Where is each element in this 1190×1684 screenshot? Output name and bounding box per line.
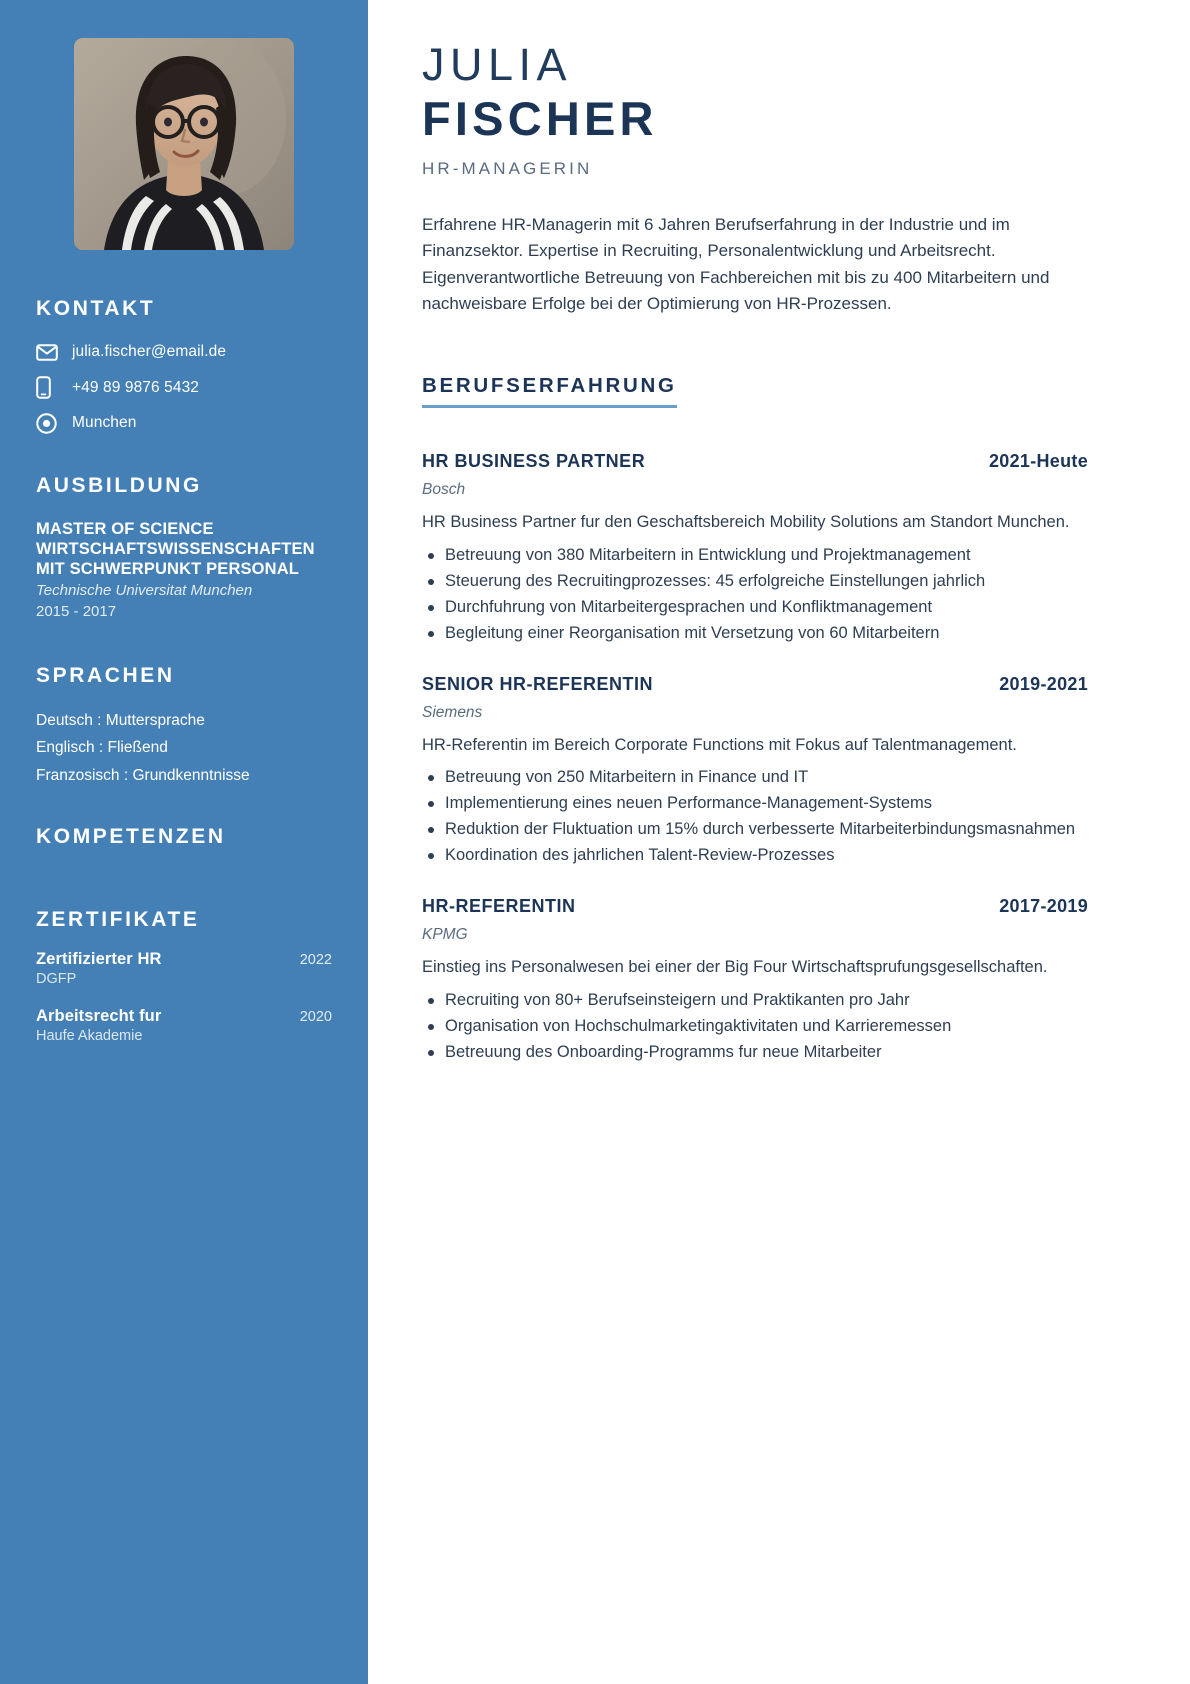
certificate-name: Zertifizierter HR — [36, 949, 162, 968]
experience-bullets — [422, 989, 1088, 1065]
contact-email-text: julia.fischer@email.de — [72, 343, 227, 360]
certificates-section-heading: ZERTIFIKATE — [36, 907, 200, 931]
language-item: Franzosisch : Grundkenntnisse — [36, 766, 250, 784]
experience-bullet: Organisation von Hochschulmarketingaktivitaten und Karrieremessen — [422, 1015, 1088, 1039]
envelope-icon — [36, 344, 62, 361]
location-pin-icon — [36, 413, 62, 434]
experience-company: Siemens — [422, 703, 483, 721]
experience-company: KPMG — [422, 926, 468, 944]
experience-header — [422, 674, 1088, 695]
contact-item-phone[interactable] — [36, 376, 332, 399]
experience-bullet: Recruiting von 80+ Berufseinsteigern und Praktikanten pro Jahr — [422, 989, 1088, 1013]
experience-dates: 2021-Heute — [988, 451, 1088, 472]
job-title: HR-MANAGERIN — [422, 158, 593, 178]
experience-bullet: Steuerung des Recruitingprozesses: 45 erfolgreiche Einstellungen jahrlich — [422, 570, 1088, 594]
profile-summary: Erfahrene HR-Managerin mit 6 Jahren Berufserfahrung in der Industrie und im Finanzsektor. Expertise in Recruiting, Personalentwicklung und Arbeitsrecht. Eigenverantwortliche Betreuung von Fachbereichen mit bis zu 400 Mitarbeitern und nachweisbare Erfolge bei der Optimierung von HR-Prozessen. — [422, 214, 1050, 313]
contact-list — [36, 341, 332, 434]
experience-list — [422, 451, 1088, 1064]
experience-bullet: Betreuung des Onboarding-Programms fur neue Mitarbeiter — [422, 1041, 1088, 1065]
experience-role: HR-REFERENTIN — [422, 896, 576, 917]
experience-item — [422, 451, 1088, 645]
education-list — [36, 519, 332, 622]
experience-section-heading: BERUFSERFAHRUNG — [422, 374, 677, 408]
contact-item-email[interactable] — [36, 341, 332, 363]
experience-bullet: Reduktion der Fluktuation um 15% durch verbesserte Mitarbeiterbindungsmasnahmen — [422, 818, 1088, 842]
certificate-item — [36, 950, 332, 987]
language-item: Deutsch : Muttersprache — [36, 712, 205, 730]
first-name: JULIA — [422, 39, 573, 90]
certificate-item — [36, 1007, 332, 1044]
certificate-name: Arbeitsrecht fur — [36, 1006, 162, 1025]
main-content — [368, 0, 1190, 1093]
experience-header — [422, 451, 1088, 472]
experience-description: Einstieg ins Personalwesen bei einer der Big Four Wirtschaftsprufungsgesellschaften. — [422, 958, 1048, 977]
experience-bullet: Durchfuhrung von Mitarbeitergesprachen und Konfliktmanagement — [422, 596, 1088, 620]
contact-section-heading: KONTAKT — [36, 297, 156, 320]
sidebar — [0, 0, 368, 1684]
certificate-header — [36, 1007, 332, 1026]
certificate-year: 2022 — [299, 951, 332, 968]
experience-role: SENIOR HR-REFERENTIN — [422, 673, 654, 694]
experience-bullet: Betreuung von 250 Mitarbeitern in Finance und IT — [422, 766, 1088, 790]
skills-section-heading: KOMPETENZEN — [36, 824, 226, 848]
experience-bullets — [422, 544, 1088, 646]
contact-item-location[interactable] — [36, 412, 332, 434]
certificate-issuer: DGFP — [36, 970, 77, 987]
experience-bullet: Implementierung eines neuen Performance-Management-Systems — [422, 792, 1088, 816]
experience-bullet: Betreuung von 380 Mitarbeitern in Entwicklung und Projektmanagement — [422, 544, 1088, 568]
profile-photo — [74, 38, 294, 250]
experience-role: HR BUSINESS PARTNER — [422, 451, 646, 472]
education-item — [36, 519, 332, 622]
last-name: FISCHER — [422, 92, 658, 146]
contact-phone-text: +49 89 9876 5432 — [72, 378, 200, 396]
certificates-list — [36, 950, 332, 1044]
photo-container — [36, 38, 332, 250]
experience-item — [422, 674, 1088, 868]
education-degree: MASTER OF SCIENCE WIRTSCHAFTSWISSENSCHAFTEN MIT SCHWERPUNKT PERSONAL — [36, 520, 315, 579]
certificate-issuer: Haufe Akademie — [36, 1027, 143, 1044]
education-section-heading: AUSBILDUNG — [36, 474, 202, 497]
certificate-year: 2020 — [299, 1008, 332, 1025]
experience-company: Bosch — [422, 481, 466, 499]
experience-dates: 2017-2019 — [999, 896, 1088, 917]
experience-dates: 2019-2021 — [999, 673, 1088, 694]
language-item: Englisch : Fließend — [36, 739, 168, 757]
contact-location-text: Munchen — [72, 414, 137, 431]
experience-bullet: Begleitung einer Reorganisation mit Versetzung von 60 Mitarbeitern — [422, 622, 1088, 646]
education-school: Technische Universitat Munchen — [36, 582, 253, 600]
education-dates: 2015 - 2017 — [36, 603, 117, 621]
languages-list — [36, 707, 332, 788]
experience-description: HR Business Partner fur den Geschaftsbereich Mobility Solutions am Standort Munchen. — [422, 513, 1070, 532]
languages-section-heading: SPRACHEN — [36, 664, 175, 688]
phone-icon — [36, 376, 62, 399]
experience-bullets — [422, 766, 1088, 868]
experience-bullet: Koordination des jahrlichen Talent-Review-Prozesses — [422, 844, 1088, 868]
experience-description: HR-Referentin im Bereich Corporate Functions mit Fokus auf Talentmanagement. — [422, 735, 1017, 754]
experience-header — [422, 896, 1088, 917]
experience-item — [422, 896, 1088, 1065]
certificate-header — [36, 950, 332, 969]
skills-list — [36, 849, 332, 865]
